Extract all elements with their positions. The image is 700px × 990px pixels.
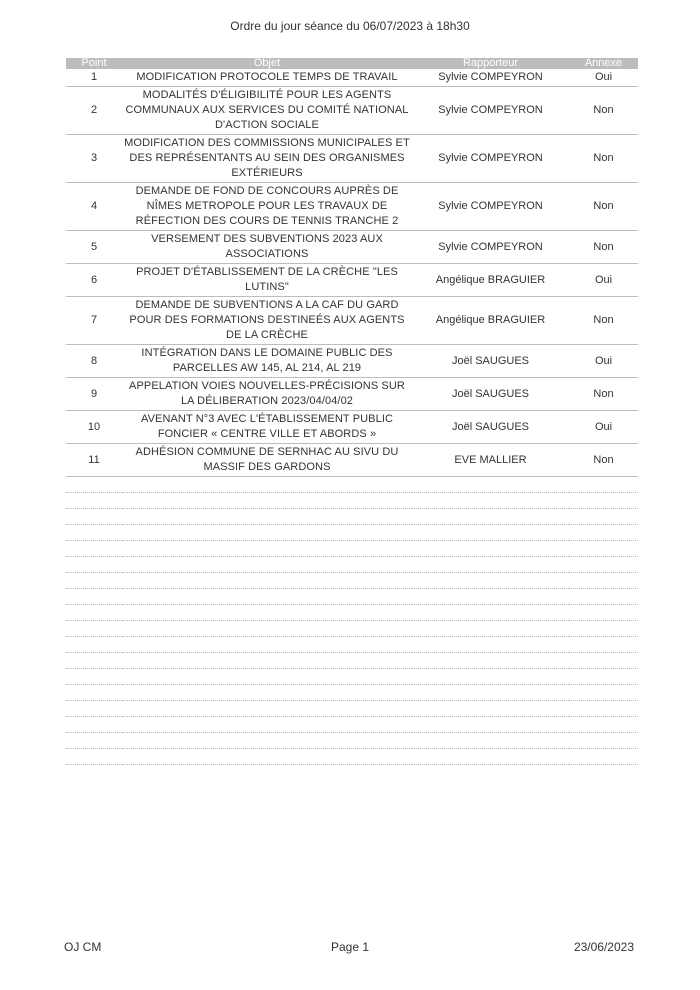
empty-row [66, 509, 638, 525]
empty-row [66, 733, 638, 749]
empty-cell [66, 589, 122, 605]
empty-cell [569, 637, 638, 653]
cell-objet: MODALITÉS D'ÉLIGIBILITÉ POUR LES AGENTS COMMUNAUX AUX SERVICES DU COMITÉ NATIONAL D'ACTION SOCIALE [122, 87, 412, 135]
empty-cell [412, 557, 569, 573]
table-row [66, 297, 638, 345]
empty-cell [569, 541, 638, 557]
empty-cell [66, 493, 122, 509]
cell-objet: AVENANT N°3 AVEC L'ÉTABLISSEMENT PUBLIC FONCIER « CENTRE VILLE ET ABORDS » [122, 411, 412, 444]
table-row [66, 264, 638, 297]
empty-row [66, 749, 638, 765]
empty-row [66, 541, 638, 557]
empty-cell [122, 733, 412, 749]
document-title: Ordre du jour séance du 06/07/2023 à 18h30 [230, 19, 470, 33]
empty-cell [412, 637, 569, 653]
empty-cell [412, 669, 569, 685]
cell-annexe: Oui [569, 264, 638, 297]
empty-cell [412, 685, 569, 701]
empty-row [66, 493, 638, 509]
cell-point: 10 [66, 411, 122, 444]
empty-cell [122, 685, 412, 701]
empty-row [66, 525, 638, 541]
empty-cell [66, 541, 122, 557]
empty-cell [122, 605, 412, 621]
cell-point: 6 [66, 264, 122, 297]
cell-objet: PROJET D'ÉTABLISSEMENT DE LA CRÈCHE "LES LUTINS" [122, 264, 412, 297]
empty-cell [569, 749, 638, 765]
cell-rapporteur: Joël SAUGUES [412, 411, 569, 444]
empty-cell [66, 717, 122, 733]
empty-cell [412, 525, 569, 541]
empty-cell [569, 685, 638, 701]
footer-date: 23/06/2023 [573, 940, 634, 954]
empty-cell [66, 637, 122, 653]
empty-cell [412, 717, 569, 733]
cell-annexe: Non [569, 87, 638, 135]
empty-cell [66, 557, 122, 573]
empty-cell [122, 509, 412, 525]
empty-cell [66, 509, 122, 525]
cell-annexe: Non [569, 135, 638, 183]
cell-annexe: Non [569, 297, 638, 345]
empty-cell [66, 669, 122, 685]
empty-cell [569, 733, 638, 749]
empty-cell [122, 477, 412, 493]
empty-cell [569, 669, 638, 685]
empty-cell [412, 573, 569, 589]
agenda-table [66, 58, 638, 765]
cell-objet: VERSEMENT DES SUBVENTIONS 2023 AUX ASSOCIATIONS [122, 231, 412, 264]
empty-cell [122, 589, 412, 605]
empty-cell [569, 621, 638, 637]
cell-rapporteur: Angélique BRAGUIER [412, 264, 569, 297]
table-row [66, 87, 638, 135]
empty-cell [412, 493, 569, 509]
empty-cell [122, 653, 412, 669]
empty-cell [412, 589, 569, 605]
cell-point: 2 [66, 87, 122, 135]
empty-row [66, 557, 638, 573]
empty-cell [412, 509, 569, 525]
empty-cell [66, 653, 122, 669]
empty-cell [66, 749, 122, 765]
table-row [66, 378, 638, 411]
cell-rapporteur: Sylvie COMPEYRON [412, 87, 569, 135]
cell-rapporteur: Sylvie COMPEYRON [412, 183, 569, 231]
empty-cell [122, 557, 412, 573]
empty-cell [66, 605, 122, 621]
cell-annexe: Non [569, 231, 638, 264]
empty-cell [122, 669, 412, 685]
cell-point: 11 [66, 444, 122, 477]
empty-cell [569, 589, 638, 605]
empty-row [66, 573, 638, 589]
empty-cell [122, 637, 412, 653]
empty-cell [412, 477, 569, 493]
table-row [66, 444, 638, 477]
cell-objet: DEMANDE DE SUBVENTIONS A LA CAF DU GARD POUR DES FORMATIONS DESTINEÉS AUX AGENTS DE LA CRÈCHE [122, 297, 412, 345]
cell-rapporteur: Sylvie COMPEYRON [412, 231, 569, 264]
cell-objet: MODIFICATION PROTOCOLE TEMPS DE TRAVAIL [122, 69, 412, 87]
empty-cell [66, 621, 122, 637]
cell-point: 5 [66, 231, 122, 264]
empty-cell [569, 653, 638, 669]
cell-annexe: Non [569, 444, 638, 477]
empty-cell [122, 573, 412, 589]
empty-cell [569, 573, 638, 589]
empty-cell [412, 701, 569, 717]
agenda-body [66, 69, 638, 765]
cell-annexe: Oui [569, 345, 638, 378]
empty-cell [66, 525, 122, 541]
empty-cell [122, 749, 412, 765]
cell-point: 3 [66, 135, 122, 183]
cell-point: 7 [66, 297, 122, 345]
cell-annexe: Oui [569, 69, 638, 87]
empty-cell [412, 605, 569, 621]
cell-rapporteur: EVE MALLIER [412, 444, 569, 477]
empty-cell [412, 733, 569, 749]
cell-annexe: Non [569, 378, 638, 411]
cell-point: 4 [66, 183, 122, 231]
table-row [66, 69, 638, 87]
header-annexe: Annexe [569, 58, 638, 69]
empty-cell [569, 701, 638, 717]
empty-cell [569, 605, 638, 621]
table-row [66, 231, 638, 264]
cell-rapporteur: Joël SAUGUES [412, 345, 569, 378]
table-row [66, 411, 638, 444]
empty-cell [66, 685, 122, 701]
empty-cell [122, 525, 412, 541]
cell-objet: DEMANDE DE FOND DE CONCOURS AUPRÈS DE NÎMES METROPOLE POUR LES TRAVAUX DE RÉFECTION DES COURS DE TENNIS TRANCHE 2 [122, 183, 412, 231]
empty-row [66, 701, 638, 717]
cell-objet: ADHÉSION COMMUNE DE SERNHAC AU SIVU DU MASSIF DES GARDONS [122, 444, 412, 477]
cell-point: 9 [66, 378, 122, 411]
empty-cell [122, 541, 412, 557]
page-number: Page 1 [330, 940, 370, 954]
empty-row [66, 653, 638, 669]
empty-cell [412, 653, 569, 669]
empty-row [66, 477, 638, 493]
header-objet: Objet [122, 58, 412, 69]
empty-row [66, 637, 638, 653]
empty-cell [412, 541, 569, 557]
empty-cell [66, 573, 122, 589]
empty-cell [66, 733, 122, 749]
cell-point: 1 [66, 69, 122, 87]
header-point: Point [66, 58, 122, 69]
empty-cell [569, 525, 638, 541]
cell-rapporteur: Sylvie COMPEYRON [412, 69, 569, 87]
empty-cell [66, 701, 122, 717]
cell-objet: APPELATION VOIES NOUVELLES-PRÉCISIONS SUR LA DÉLIBERATION 2023/04/04/02 [122, 378, 412, 411]
table-header-row [66, 58, 638, 69]
cell-objet: INTÉGRATION DANS LE DOMAINE PUBLIC DES PARCELLES AW 145, AL 214, AL 219 [122, 345, 412, 378]
empty-cell [66, 477, 122, 493]
empty-row [66, 589, 638, 605]
empty-row [66, 621, 638, 637]
table-row [66, 345, 638, 378]
empty-row [66, 717, 638, 733]
cell-annexe: Non [569, 183, 638, 231]
empty-cell [122, 493, 412, 509]
empty-row [66, 685, 638, 701]
empty-cell [122, 621, 412, 637]
cell-point: 8 [66, 345, 122, 378]
table-row [66, 183, 638, 231]
empty-cell [412, 621, 569, 637]
empty-cell [569, 557, 638, 573]
empty-cell [569, 477, 638, 493]
header-rapporteur: Rapporteur [412, 58, 569, 69]
empty-row [66, 605, 638, 621]
footer-left: OJ CM [64, 940, 102, 954]
empty-cell [569, 717, 638, 733]
cell-annexe: Oui [569, 411, 638, 444]
cell-rapporteur: Joël SAUGUES [412, 378, 569, 411]
cell-objet: MODIFICATION DES COMMISSIONS MUNICIPALES ET DES REPRÉSENTANTS AU SEIN DES ORGANISMES EXTÉRIEURS [122, 135, 412, 183]
cell-rapporteur: Angélique BRAGUIER [412, 297, 569, 345]
cell-rapporteur: Sylvie COMPEYRON [412, 135, 569, 183]
table-row [66, 135, 638, 183]
empty-cell [412, 749, 569, 765]
empty-cell [569, 509, 638, 525]
empty-cell [569, 493, 638, 509]
empty-cell [122, 717, 412, 733]
empty-row [66, 669, 638, 685]
empty-cell [122, 701, 412, 717]
